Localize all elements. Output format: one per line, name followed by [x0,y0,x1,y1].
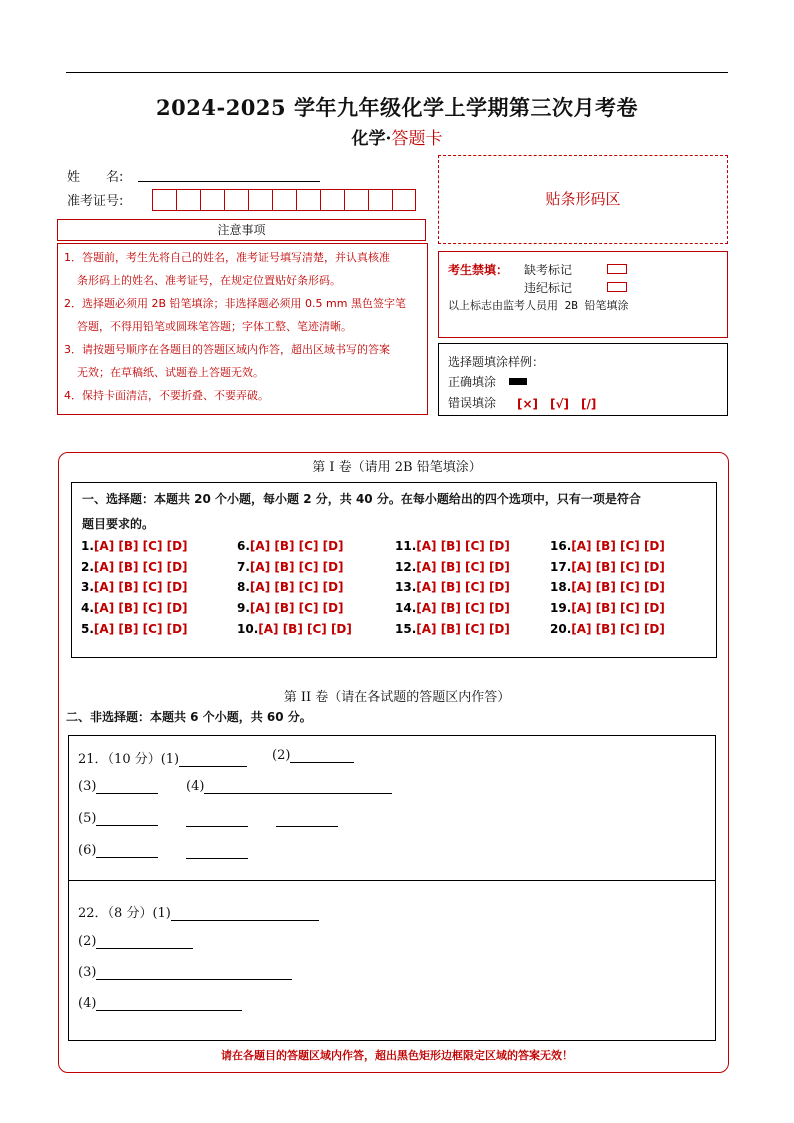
choice-question[interactable]: 11.[A] [B] [C] [D] [395,539,510,553]
choice-question[interactable]: 18.[A] [B] [C] [D] [550,580,665,594]
choice-question[interactable]: 14.[A] [B] [C] [D] [395,601,510,615]
part1-instruction: 一、选择题：本题共 20 个小题，每小题 2 分，共 40 分。在每小题给出的四个选项中，只有一项是符合 [82,492,641,506]
q21-head: 21．（10 分）(1) [78,748,247,767]
choice-question[interactable]: 8.[A] [B] [C] [D] [237,580,344,594]
choice-question[interactable]: 16.[A] [B] [C] [D] [550,539,665,553]
exam-marks-note: 以上标志由监考人员用 2B 铅笔填涂 [448,299,629,312]
answer-sheet-label: 答题卡 [391,129,443,149]
top-rule [66,72,728,73]
name-label: 姓 名: [67,170,124,185]
wrong-fill-label: 错误填涂 [448,396,497,410]
notes-title: 注意事项 [217,223,266,237]
part1-instruction-cont: 题目要求的。 [82,517,155,531]
q21-part-4: (4) [186,779,392,794]
q21-part-3: (3) [78,779,158,794]
wrong-fill-samples: [×] [√] [/] [517,397,597,411]
part2-instruction: 二、非选择题：本题共 6 个小题，共 60 分。 [66,710,312,724]
choice-question[interactable]: 13.[A] [B] [C] [D] [395,580,510,594]
footer-warning: 请在各题目的答题区域内作答，超出黑色矩形边框限定区域的答案无效！ [221,1049,573,1062]
choice-question[interactable]: 7.[A] [B] [C] [D] [237,560,344,574]
notes-title-box [57,219,426,241]
note-line: 4．保持卡面清洁，不要折叠、不要弄破。 [64,389,269,402]
q21-blank-5c[interactable] [276,812,338,827]
note-line: 无效；在草稿纸、试题卷上答题无效。 [77,366,264,379]
q22-part-2: (2) [78,934,193,949]
choice-question[interactable]: 20.[A] [B] [C] [D] [550,622,665,636]
note-line: 答题，不得用铅笔或圆珠笔答题；字体工整、笔迹清晰。 [77,320,352,333]
choice-question[interactable]: 1.[A] [B] [C] [D] [81,539,188,553]
note-line: 条形码上的姓名、准考证号，在规定位置贴好条形码。 [77,274,341,287]
q21-blank-3[interactable] [96,779,158,794]
id-number-boxes[interactable] [152,189,416,211]
choice-question[interactable]: 4.[A] [B] [C] [D] [81,601,188,615]
note-line: 1．答题前，考生先将自己的姓名，准考证号填写清楚，并认真核准 [64,251,390,264]
choice-question[interactable]: 10.[A] [B] [C] [D] [237,622,352,636]
correct-fill-label: 正确填涂 [448,375,497,389]
choice-question[interactable]: 2.[A] [B] [C] [D] [81,560,188,574]
barcode-label: 贴条形码区 [545,190,621,208]
q21-blank-6b[interactable] [186,844,248,859]
choice-question[interactable]: 6.[A] [B] [C] [D] [237,539,344,553]
q22-part-4: (4) [78,996,242,1011]
exam-marks-label: 考生禁填： [448,263,509,277]
violation-label: 违纪标记 [524,281,573,295]
choice-question[interactable]: 3.[A] [B] [C] [D] [81,580,188,594]
page-subtitle: 化学·答题卡 [351,129,443,149]
absent-label: 缺考标记 [524,263,573,277]
q21-blank-4[interactable] [204,779,392,794]
q22-blank-4[interactable] [96,996,242,1011]
choice-question[interactable]: 12.[A] [B] [C] [D] [395,560,510,574]
exam-marks-box [438,251,728,338]
q22-part-3: (3) [78,965,292,980]
q21-blank-5b[interactable] [186,812,248,827]
part2-title: 第 II 卷（请在各试题的答题区内作答） [283,690,511,705]
q21-part-5: (5) [78,811,158,826]
absent-mark[interactable] [607,264,627,274]
choice-question[interactable]: 17.[A] [B] [C] [D] [550,560,665,574]
q22-blank-3[interactable] [96,965,292,980]
q21-blank-6[interactable] [96,843,158,858]
note-line: 2．选择题必须用 2B 铅笔填涂；非选择题必须用 0.5 mm 黑色签字笔 [64,297,406,310]
page-title: 2024-2025 学年九年级化学上学期第三次月考卷 [156,95,638,120]
q21-part-6: (6) [78,843,158,858]
q22-head: 22．（8 分）(1) [78,902,319,921]
choice-question[interactable]: 9.[A] [B] [C] [D] [237,601,344,615]
choice-question[interactable]: 19.[A] [B] [C] [D] [550,601,665,615]
q21-blank-5[interactable] [96,811,158,826]
q21-blank-1[interactable] [179,752,247,767]
q21-part-2: (2) [272,748,354,763]
violation-mark[interactable] [607,282,627,292]
q21-blank-2[interactable] [290,748,354,763]
note-line: 3．请按题号顺序在各题目的答题区域内作答，超出区域书写的答案 [64,343,390,356]
part1-title: 第 I 卷（请用 2B 铅笔填涂） [312,460,482,475]
fill-example-box [438,343,728,416]
q22-blank-1[interactable] [171,906,319,921]
id-label: 准考证号: [67,194,124,209]
barcode-area [438,155,728,244]
choice-question[interactable]: 15.[A] [B] [C] [D] [395,622,510,636]
fill-example-title: 选择题填涂样例： [448,355,545,369]
name-field[interactable] [138,181,320,182]
correct-fill-sample [509,378,527,385]
notes-box [57,243,428,415]
choice-question[interactable]: 5.[A] [B] [C] [D] [81,622,188,636]
q22-blank-2[interactable] [96,934,193,949]
